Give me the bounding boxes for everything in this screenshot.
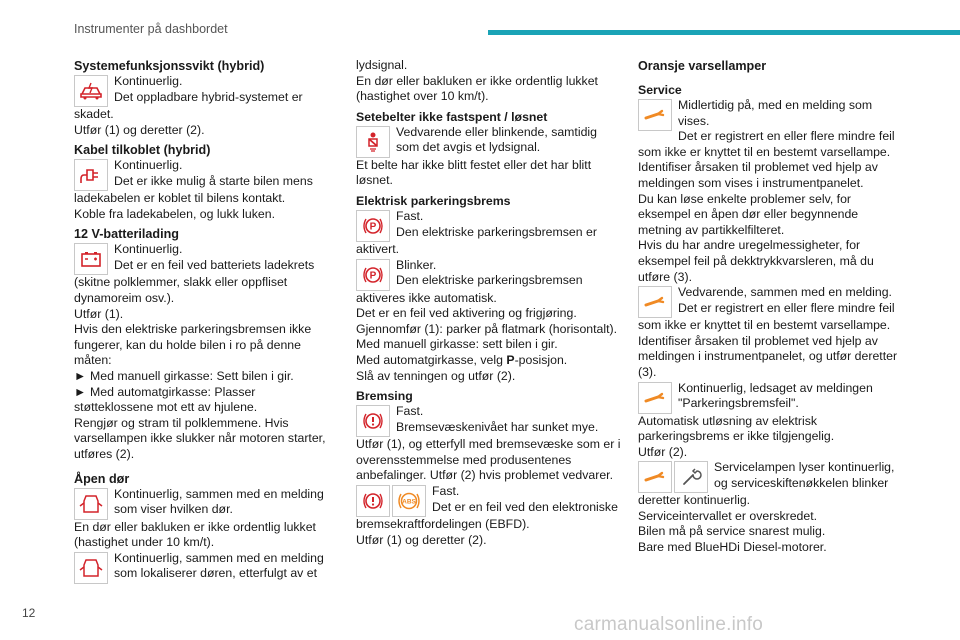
warning-row: [356, 209, 622, 242]
warning-row: [356, 484, 622, 517]
section-title-12v-battery: 12 V-batterilading: [74, 227, 179, 242]
warning-description: Fast. Den elektriske parkeringsbremsen er: [396, 208, 597, 239]
warning-description: Midlertidig på, med en melding som vises. Det er registrert en eller flere mindre feil: [678, 98, 895, 144]
parking-brake-icon: [356, 259, 390, 291]
section-title-seatbelt: Setebelter ikke fastspent / løsnet: [356, 109, 548, 124]
warning-description: Automatisk utløsning av elektrisk parkeringsbrems er ikke tilgjengelig. Utfør (2).: [638, 413, 835, 459]
warning-description: Et belte har ikke blitt festet eller det har blitt løsnet.: [356, 157, 592, 188]
brake-warning-icon: [356, 485, 390, 517]
open-door-icon: [74, 488, 108, 520]
warning-description: Vedvarende, sammen med en melding. Det er registrert en eller flere mindre feil: [678, 285, 895, 315]
parking-brake-icon: [356, 210, 390, 242]
section-title-orange-lamps: Oransje varsellamper: [638, 59, 767, 73]
hybrid-fault-icon: [74, 75, 108, 107]
section-title-open-door: Åpen dør: [74, 471, 130, 486]
service-wrench-icon: [638, 99, 672, 131]
warning-description: aktivert.: [356, 241, 400, 256]
warning-row: [356, 258, 622, 291]
header-accent-bar: [488, 30, 960, 35]
seatbelt-icon: [356, 126, 390, 158]
bullet-item: [74, 369, 336, 385]
watermark: carmanualsonline.info: [574, 614, 764, 635]
charging-plug-icon: [74, 159, 108, 191]
warning-description: Utfør (1), og etterfyll med bremsevæske som er i overensstemmelse med produsentenes anbefalinger. Utfør (2) hvis problemet vedvarer.: [356, 437, 621, 483]
running-header: Instrumenter på dashbordet: [74, 22, 228, 36]
bullet-text: Med automatgirkasse: Plasser støtteklossene mot ett av hjulene.: [74, 384, 258, 415]
arrow-bullet-icon: ►: [74, 368, 87, 383]
warning-description: som ikke er knyttet til en bestemt varsellampe. Identifiser årsaken til problemet ved hjelp av meldingen i instrumentpanelet, og utfør deretter (3).: [638, 318, 898, 379]
warning-description: Kontinuerlig. Det oppladbare hybrid-systemet er: [114, 74, 303, 104]
battery-icon: [74, 243, 108, 275]
open-door-icon: [74, 552, 108, 584]
service-wrench-icon: [638, 286, 672, 318]
warning-row: [74, 487, 336, 520]
warning-row: [74, 551, 336, 584]
text-bold: P: [506, 352, 515, 367]
column-2: [356, 58, 622, 548]
warning-description: skadet. Utfør (1) og deretter (2).: [74, 107, 205, 137]
warning-description: Kontinuerlig, ledsaget av meldingen "Parkeringsbremsfeil".: [678, 380, 873, 411]
warning-row: [74, 158, 336, 191]
brake-warning-icon: [356, 405, 390, 437]
warning-description: Fast. Bremsevæskenivået har sunket mye.: [396, 404, 599, 434]
warning-row: [74, 242, 336, 275]
warning-description: som ikke er knyttet til en bestemt varsellampe. Identifiser årsaken til problemet ved hjelp av meldingen som vises i instrumentpanelet. Du kan løse enkelte problemer selv, for eksempel en åpen dør eller begynnende metning av partikkelfilteret. Hvis du har andre uregelmessigheter, for eksempel feil på dekktrykkvarsleren, må du utføre (3).: [638, 144, 891, 284]
warning-description: Slå av tenningen og utfør (2).: [356, 368, 516, 383]
service-wrench-icon: [638, 382, 672, 414]
warning-row: [356, 125, 622, 158]
text-part: -posisjon.: [514, 352, 568, 367]
warning-row: [638, 381, 904, 414]
warning-description: Kontinuerlig, sammen med en melding som viser hvilken dør.: [114, 486, 324, 517]
warning-description: Blinker. Den elektriske parkeringsbremsen: [396, 257, 583, 288]
warning-description: En dør eller bakluken er ikke ordentlig lukket (hastighet under 10 km/t).: [74, 519, 316, 550]
svg-text:P: P: [369, 221, 377, 233]
warning-description: bremsekraftfordelingen (EBFD). Utfør (1) og deretter (2).: [356, 516, 530, 547]
warning-description: deretter kontinuerlig. Serviceintervallet er overskredet. Bilen må på service snarest mulig. Bare med BlueHDi Diesel-motorer.: [638, 493, 827, 555]
warning-row: [74, 74, 336, 107]
warning-description: [356, 353, 622, 369]
warning-row: [638, 285, 904, 318]
warning-description: Vedvarende eller blinkende, samtidig som det avgis et lydsignal.: [396, 124, 597, 155]
column-1: [74, 58, 336, 584]
abs-icon: [392, 485, 426, 517]
warning-row: [356, 404, 622, 437]
section-title-parking-brake: Elektrisk parkeringsbrems: [356, 193, 511, 208]
warning-description: Fast. Det er en feil ved den elektroniske: [432, 483, 618, 514]
warning-description: Kontinuerlig. Det er en feil ved batteriets ladekrets: [114, 242, 315, 272]
bullet-text: Med manuell girkasse: Sett bilen i gir.: [90, 368, 294, 383]
warning-description: Servicelampen lyser kontinuerlig, og serviceskiftenøkkelen blinker: [714, 460, 895, 490]
section-title-service: Service: [638, 83, 682, 97]
arrow-bullet-icon: ►: [74, 384, 87, 399]
page-number: 12: [22, 606, 36, 620]
warning-description: aktiveres ikke automatisk. Det er en feil ved aktivering og frigjøring. Gjennomfør (1): parker på flatmark (horisontalt). Med manuell girkasse: sett bilen i gir.: [356, 290, 618, 352]
warning-description: ladekabelen er koblet til bilens kontakt. Koble fra ladekabelen, og lukk luken.: [74, 191, 286, 221]
bullet-item: [74, 385, 336, 416]
service-wrench-icon: [638, 461, 672, 493]
warning-row: [638, 98, 904, 145]
section-title-cable-connected: Kabel tilkoblet (hybrid): [74, 143, 211, 158]
abs-icon-label: ABS: [402, 498, 416, 506]
warning-description: Kontinuerlig, sammen med en melding som lokaliserer døren, etterfulgt av et: [114, 550, 324, 581]
warning-description: (skitne polklemmer, slakk eller oppfliset dynamoreim osv.). Utfør (1). Hvis den elektriske parkeringsbremsen ikke fungerer, kan du holde bilen i ro på denne måten:: [74, 275, 312, 368]
service-spanner-icon: [674, 461, 708, 493]
warning-description: Kontinuerlig. Det er ikke mulig å starte bilen mens: [114, 158, 313, 188]
svg-text:P: P: [369, 270, 377, 282]
text-part: Med automatgirkasse, velg: [356, 352, 507, 367]
section-title-braking: Bremsing: [356, 389, 413, 404]
section-title-hybrid-fault: Systemefunksjonssvikt (hybrid): [74, 59, 265, 73]
warning-description: Rengjør og stram til polklemmene. Hvis varsellampen ikke slukker når motoren starter, utføres (2).: [74, 415, 326, 461]
warning-row: [638, 460, 904, 493]
warning-description: lydsignal. En dør eller bakluken er ikke ordentlig lukket (hastighet over 10 km/t).: [356, 58, 598, 104]
column-3: [638, 58, 904, 556]
